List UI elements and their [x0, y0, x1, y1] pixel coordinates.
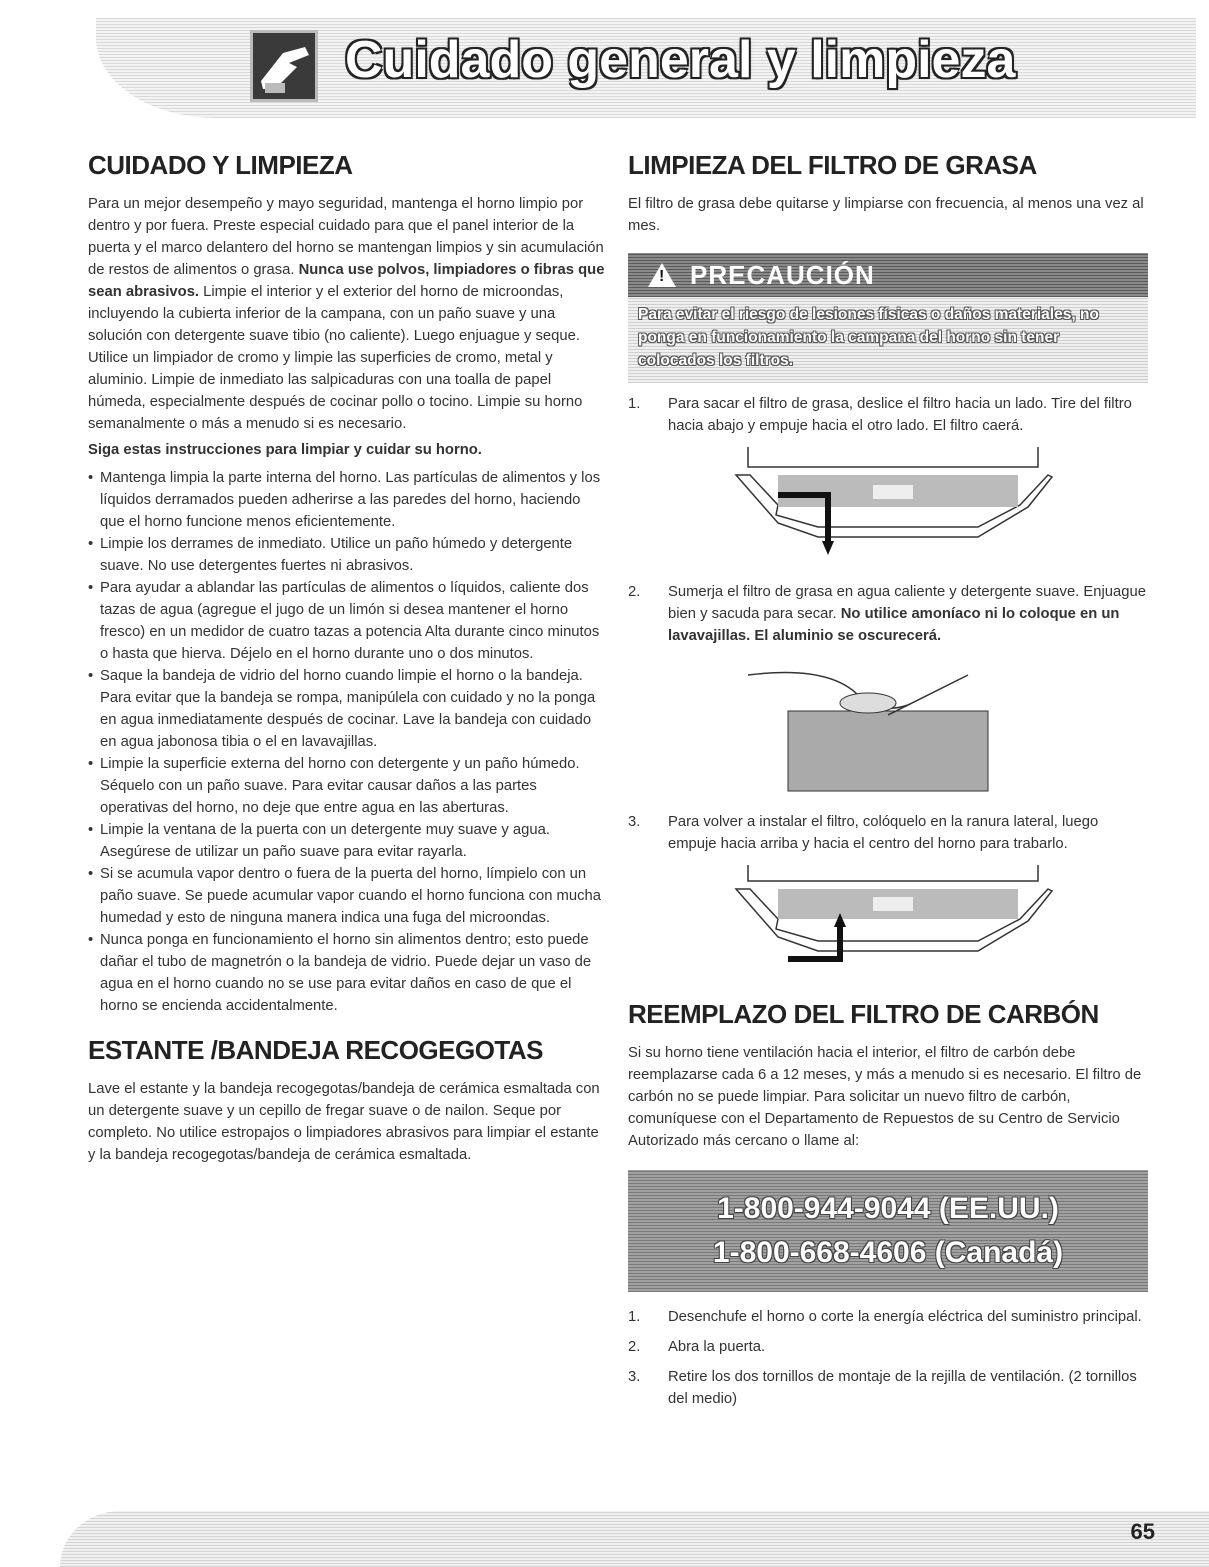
- phone-us: 1-800-944-9044 (EE.UU.): [717, 1192, 1059, 1225]
- filtro-carbon-intro: Si su horno tiene ventilación hacia el interior, el filtro de carbón debe reemplazarse cada 6 a 12 meses, y más a menudo si es necesario. El filtro de carbón no se puede limpiar. Para solicitar un nuevo filtro de carbón, comuníquese con el Departamento de Repuestos de su Centro de Servicio Autorizado más cercano o llame al:: [628, 1045, 1142, 1149]
- list-item: 2. Sumerja el filtro de grasa en agua caliente y detergente suave. Enjuague bien y sacuda para secar. No utilice amoníaco ni lo coloque en un lavavajillas. El aluminio se oscurecerá.: [628, 584, 1146, 644]
- caution-box: [628, 253, 1148, 383]
- list-item: • Nunca ponga en funcionamiento el horno sin alimentos dentro; esto puede dañar el tubo de magnetrón o la bandeja de vidrio. Puede dejar un vaso de agua en el horno cuando no se use para evitar daños en caso de que el horno se encienda accidentalmente.: [88, 929, 608, 1017]
- section-heading-cuidado: CUIDADO Y LIMPIEZA: [88, 150, 353, 180]
- cuidado-bullets: [88, 467, 608, 1017]
- list-item: 3. Retire los dos tornillos de montaje de la rejilla de ventilación. (2 tornillos del medio): [628, 1369, 1137, 1407]
- filter-removal-illustration: [628, 445, 1148, 565]
- filter-install-illustration: [628, 863, 1148, 983]
- filtro-grasa-intro: El filtro de grasa debe quitarse y limpiarse con frecuencia, al menos una vez al mes.: [628, 196, 1144, 234]
- list-item: • Limpie la ventana de la puerta con un detergente muy suave y agua. Asegúrese de utilizar un paño suave para evitar rayarla.: [88, 819, 608, 863]
- estante-text: Lave el estante y la bandeja recogegotas/bandeja de cerámica esmaltada con un detergente suave y un cepillo de fregar suave o de nailon. Seque por completo. No utilice estropajos o limpiadores abrasivos para limpiar el estante y la bandeja recogegotas/bandeja de cerámica esmaltada.: [88, 1081, 600, 1163]
- cuidado-intro: Para un mejor desempeño y mayo seguridad, mantenga el horno limpio por dentro y por fuera. Preste especial cuidado para que el panel interior de la puerta y el marco delantero del horno se mantengan limpios y sin acumulación de restos de alimentos o grasa. Nunca use polvos, limpiadores o fibras que sean abrasivos. Limpie el interior y el exterior del horno de microondas, incluyendo la cubierta inferior de la campana, con un paño suave y una solución con detergente suave tibio (no caliente). Luego enjuague y seque. Utilice un limpiador de cromo y limpie las superficies de cromo, metal y aluminio. Limpie de inmediato las salpicaduras con una toalla de papel húmeda, especialmente después de cocinar pollo o tocino. Limpie su horno semanalmente o más a menudo si es necesario.: [88, 196, 605, 432]
- page-title: Cuidado general y limpieza: [345, 31, 1016, 89]
- footer-band: [60, 1511, 1209, 1567]
- list-item: • Si se acumula vapor dentro o fuera de la puerta del horno, límpielo con un paño suave. Se puede acumular vapor cuando el horno funciona con mucha humedad y esto de ninguna manera indica una fuga del microondas.: [88, 863, 608, 929]
- caution-title: PRECAUCIÓN: [690, 259, 875, 290]
- warning-triangle-icon: !: [648, 263, 676, 287]
- section-heading-filtro-carbon: REEMPLAZO DEL FILTRO DE CARBÓN: [628, 999, 1099, 1029]
- left-column: [88, 150, 608, 1166]
- grasa-steps-3: [628, 811, 1148, 855]
- list-item: • Saque la bandeja de vidrio del horno cuando limpie el horno o la bandeja. Para evitar que la bandeja se rompa, manipúlela con cuidado y no la ponga en agua inmediatamente después de cocinar. Lave la bandeja con cuidado en agua jabonosa tibia o el en lavavajillas.: [88, 665, 608, 753]
- cuidado-subheading: Siga estas instrucciones para limpiar y cuidar su horno.: [88, 442, 482, 458]
- page-number: 65: [1130, 1519, 1155, 1544]
- caution-text: Para evitar el riesgo de lesiones físicas o daños materiales, no ponga en funcionamiento la campana del horno sin tener colocados los filtros.: [638, 306, 1099, 369]
- carbon-steps: [628, 1306, 1148, 1410]
- list-item: 3. Para volver a instalar el filtro, colóquelo en la ranura lateral, luego empuje hacia arriba y hacia el centro del horno para trabarlo.: [628, 814, 1099, 852]
- section-heading-filtro-grasa: LIMPIEZA DEL FILTRO DE GRASA: [628, 150, 1037, 180]
- grasa-steps-2: [628, 581, 1148, 647]
- grasa-steps: [628, 393, 1148, 437]
- phone-canada: 1-800-668-4606 (Canadá): [712, 1236, 1064, 1269]
- list-item: 1. Para sacar el filtro de grasa, deslice el filtro hacia un lado. Tire del filtro hacia abajo y empuje hacia el otro lado. El filtro caerá.: [628, 396, 1132, 434]
- list-item: 2. Abra la puerta.: [628, 1339, 766, 1355]
- filter-washing-illustration: [628, 655, 1148, 795]
- hand-cleaning-icon: [250, 30, 318, 102]
- section-heading-estante: ESTANTE /BANDEJA RECOGEGOTAS: [88, 1035, 544, 1065]
- list-item: • Mantenga limpia la parte interna del horno. Las partículas de alimentos y los líquidos derramados pueden adherirse a las paredes del horno, haciendo que el horno funcione menos eficientemente.: [88, 467, 608, 533]
- right-column: [628, 150, 1148, 1418]
- list-item: • Limpie la superficie externa del horno con detergente y un paño húmedo. Séquelo con un paño suave. Para evitar causar daños a las partes operativas del horno, no deje que entre agua en las aberturas.: [88, 753, 608, 819]
- phone-box: [628, 1170, 1148, 1292]
- list-item: • Para ayudar a ablandar las partículas de alimentos o líquidos, caliente dos tazas de agua (agregue el jugo de un limón si desea mantener el horno fresco) en un medidor de cuatro tazas a potencia Alta durante cinco minutos o hasta que hierva. Déjelo en el horno durante uno o dos minutos.: [88, 577, 608, 665]
- list-item: 1. Desenchufe el horno o corte la energía eléctrica del suministro principal.: [628, 1309, 1142, 1325]
- list-item: • Limpie los derrames de inmediato. Utilice un paño húmedo y detergente suave. No use detergentes fuertes ni abrasivos.: [88, 533, 608, 577]
- caution-header: [628, 253, 1148, 297]
